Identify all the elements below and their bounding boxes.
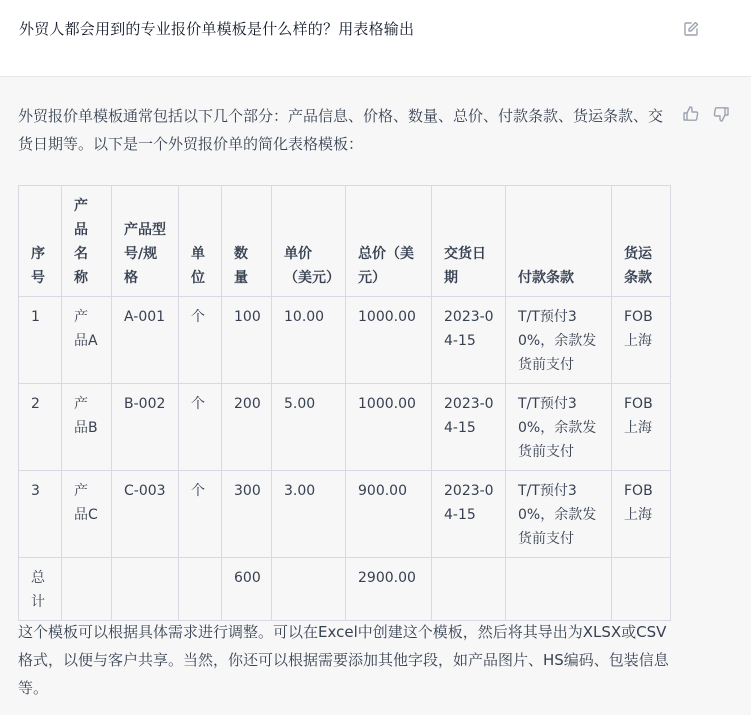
table-cell: 总计: [19, 558, 62, 621]
header-cell: 货运条款: [612, 186, 671, 297]
table-cell: 900.00: [346, 471, 432, 558]
table-cell: [612, 558, 671, 621]
table-cell: [272, 558, 346, 621]
header-cell: 产品名称: [62, 186, 112, 297]
table-cell: 产品B: [62, 384, 112, 471]
answer-outro: 这个模板可以根据具体需求进行调整。可以在Excel中创建这个模板，然后将其导出为XLSX或CSV格式，以便与客户共享。当然，你还可以根据需要添加其他字段，如产品图片、HS编码、包装信息等。: [18, 623, 669, 697]
table-row: [19, 471, 671, 558]
table-cell: T/T预付30%，余款发货前支付: [506, 384, 612, 471]
header-cell: 序号: [19, 186, 62, 297]
table-cell: T/T预付30%，余款发货前支付: [506, 471, 612, 558]
question-text: 外贸人都会用到的专业报价单模板是什么样的？用表格输出: [19, 20, 415, 38]
table-cell: [432, 558, 506, 621]
table-header-row: [19, 186, 671, 297]
header-cell: 数量: [222, 186, 272, 297]
header-cell: 单位: [179, 186, 222, 297]
table-cell: FOB上海: [612, 471, 671, 558]
thumbs-up-icon[interactable]: [682, 105, 700, 123]
table-cell: 10.00: [272, 297, 346, 384]
table-cell: FOB上海: [612, 384, 671, 471]
table-cell: FOB上海: [612, 297, 671, 384]
table-cell: 个: [179, 384, 222, 471]
quote-table-wrapper: [18, 185, 670, 621]
answer-panel: [0, 77, 751, 715]
table-cell: C-003: [112, 471, 179, 558]
answer-intro: 外贸报价单模板通常包括以下几个部分：产品信息、价格、数量、总价、付款条款、货运条款、交货日期等。以下是一个外贸报价单的简化表格模板：: [18, 107, 664, 153]
table-cell: 个: [179, 471, 222, 558]
table-cell: 2: [19, 384, 62, 471]
table-cell: 个: [179, 297, 222, 384]
table-cell: B-002: [112, 384, 179, 471]
header-cell: 总价（美元）: [346, 186, 432, 297]
table-cell: 产品C: [62, 471, 112, 558]
table-cell: 2023-04-15: [432, 297, 506, 384]
table-cell: 100: [222, 297, 272, 384]
table-cell: T/T预付30%，余款发货前支付: [506, 297, 612, 384]
edit-icon[interactable]: [682, 20, 700, 38]
table-cell: 3: [19, 471, 62, 558]
table-total-row: [19, 558, 671, 621]
table-row: [19, 297, 671, 384]
table-cell: 产品A: [62, 297, 112, 384]
table-cell: 1000.00: [346, 297, 432, 384]
table-cell: 1000.00: [346, 384, 432, 471]
table-cell: 200: [222, 384, 272, 471]
table-cell: 300: [222, 471, 272, 558]
thumbs-down-icon[interactable]: [712, 105, 730, 123]
header-cell: 单价（美元）: [272, 186, 346, 297]
table-cell: 2023-04-15: [432, 471, 506, 558]
table-cell: [179, 558, 222, 621]
question-bar: [0, 0, 751, 77]
table-cell: 2900.00: [346, 558, 432, 621]
header-cell: 产品型号/规格: [112, 186, 179, 297]
table-cell: [506, 558, 612, 621]
table-row: [19, 384, 671, 471]
table-cell: 600: [222, 558, 272, 621]
table-cell: 2023-04-15: [432, 384, 506, 471]
table-cell: 3.00: [272, 471, 346, 558]
feedback-buttons: [682, 105, 730, 123]
table-cell: 1: [19, 297, 62, 384]
header-cell: 付款条款: [506, 186, 612, 297]
quote-table: [18, 185, 671, 621]
table-cell: [112, 558, 179, 621]
header-cell: 交货日期: [432, 186, 506, 297]
table-cell: A-001: [112, 297, 179, 384]
table-cell: 5.00: [272, 384, 346, 471]
table-cell: [62, 558, 112, 621]
